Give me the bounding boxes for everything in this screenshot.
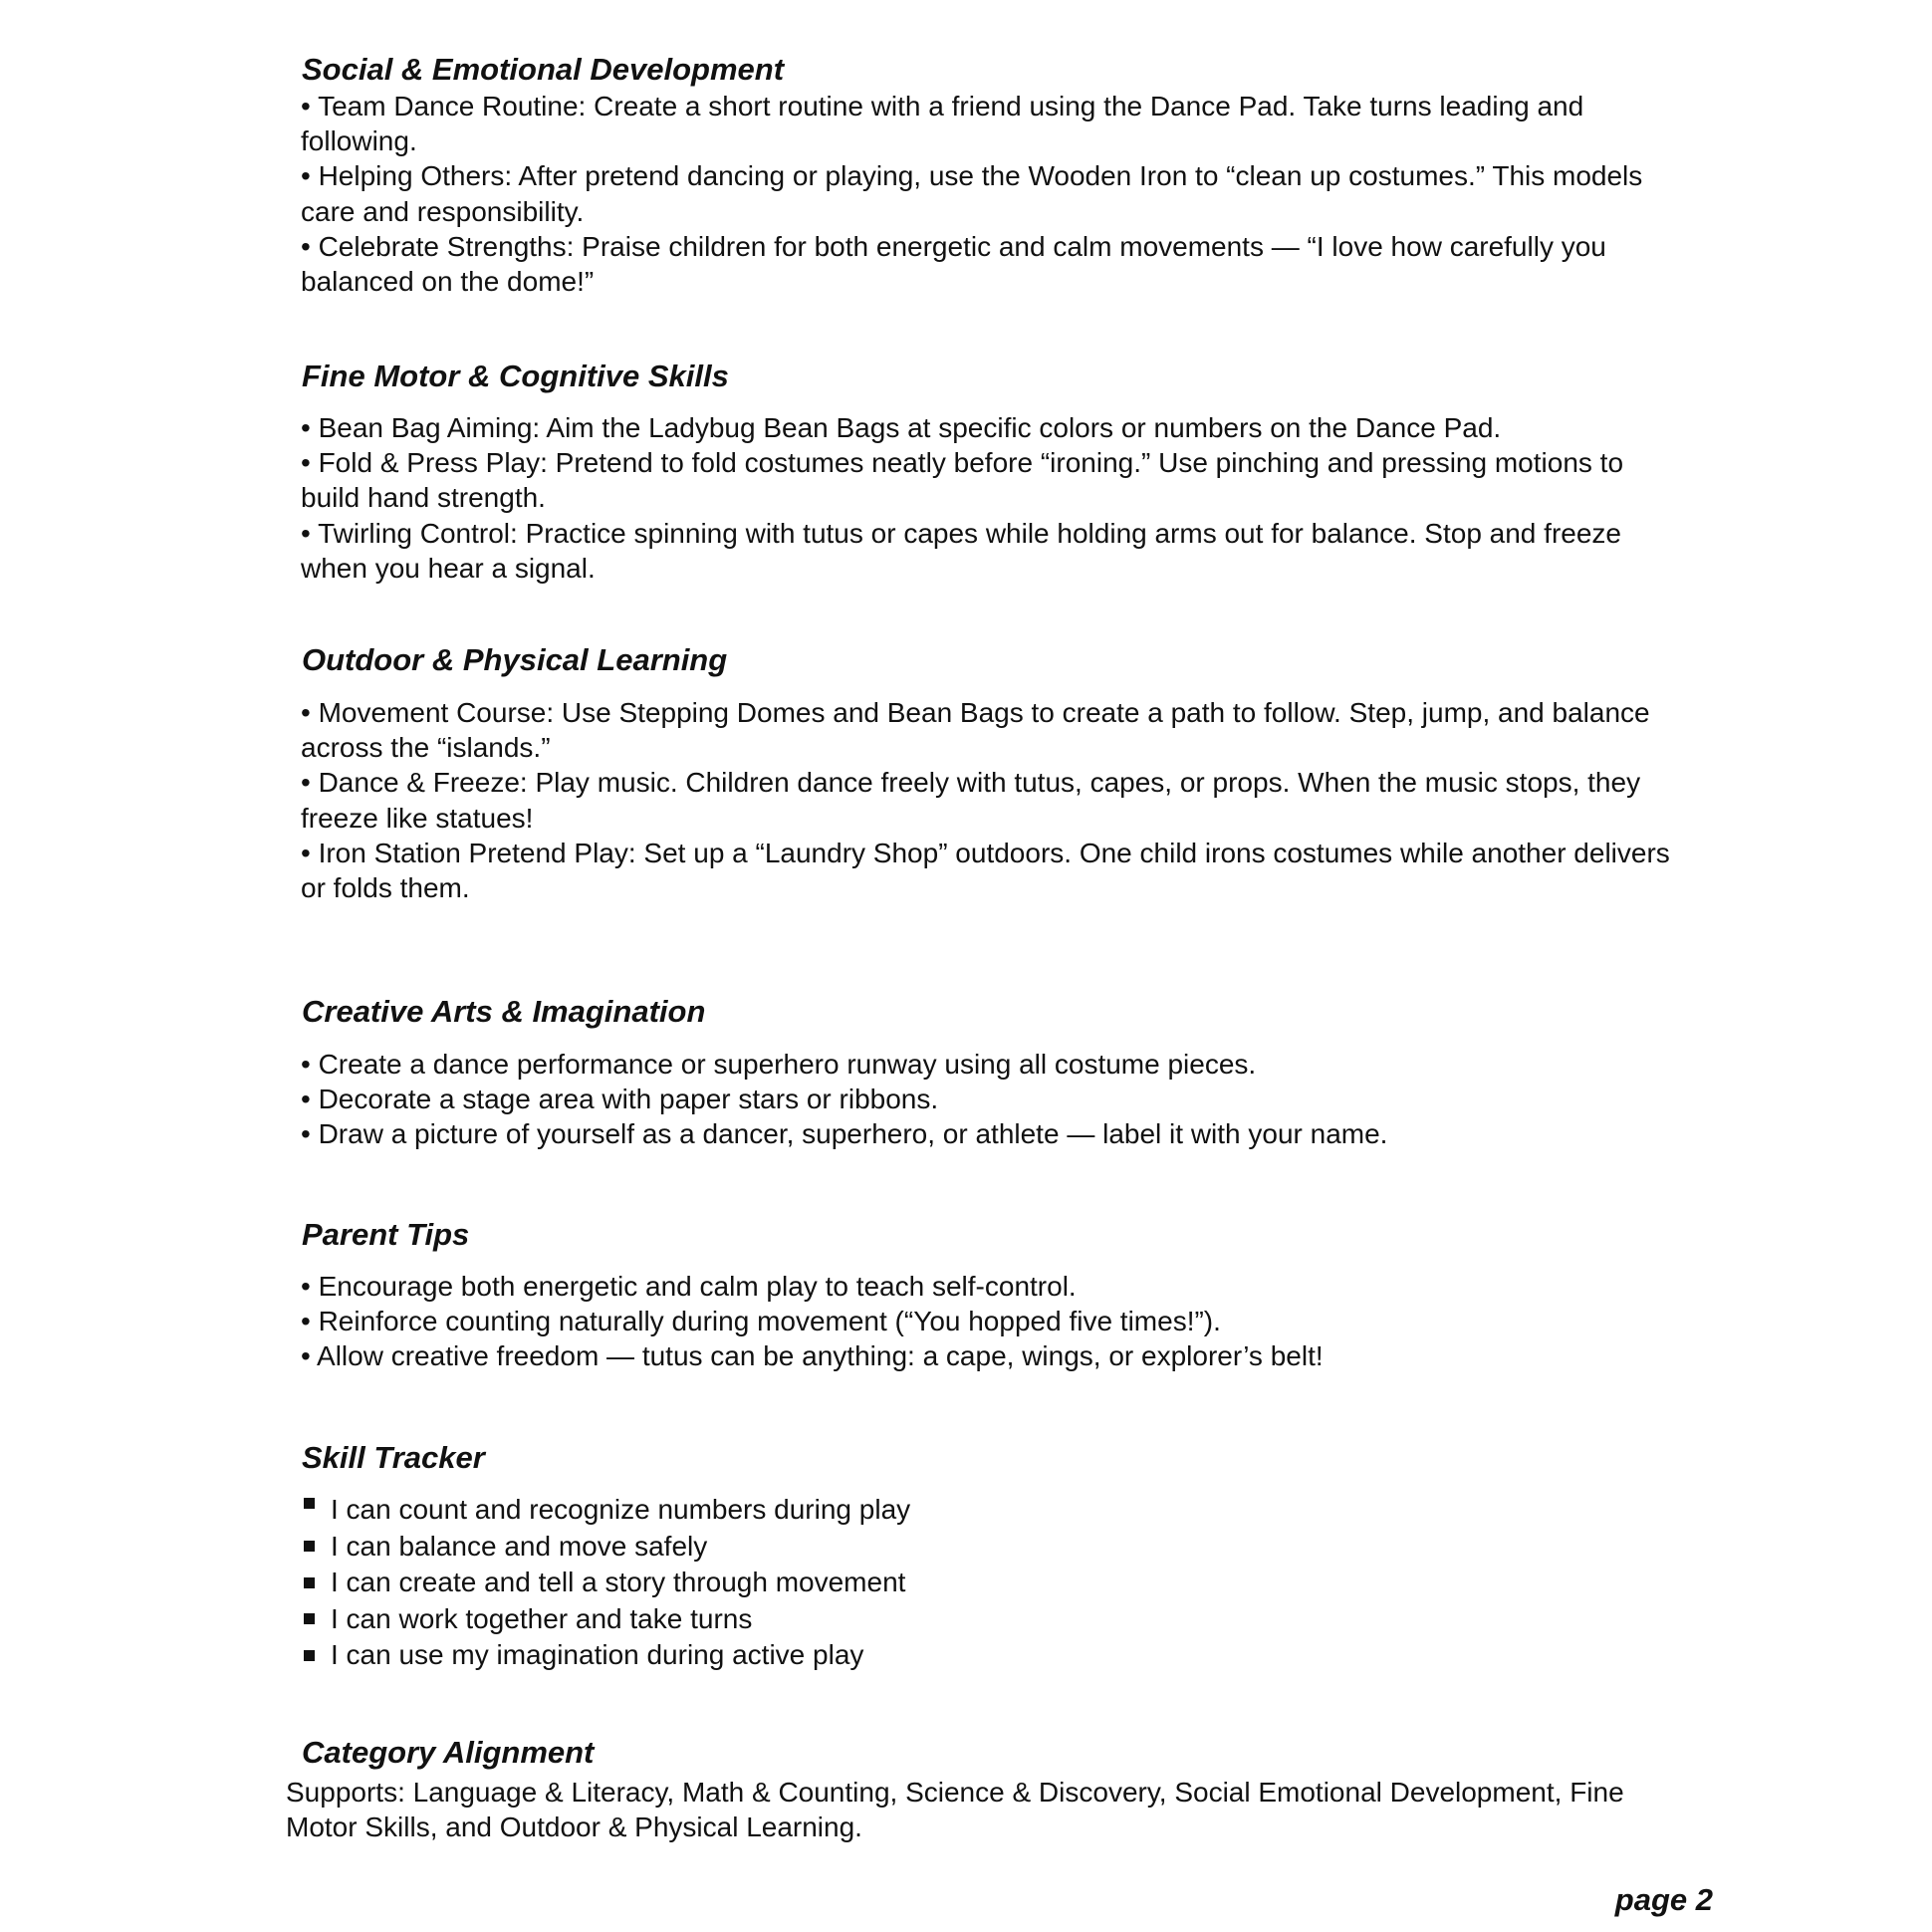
section-heading-skill-tracker: Skill Tracker bbox=[302, 1440, 485, 1475]
skill-tracker-list bbox=[301, 1492, 910, 1674]
list-item: • Create a dance performance or superhero runway using all costume pieces. bbox=[301, 1049, 1257, 1080]
checkbox-square-icon[interactable] bbox=[304, 1613, 315, 1624]
list-item: • Encourage both energetic and calm play to teach self-control. bbox=[301, 1271, 1077, 1302]
section-body-fine-motor bbox=[301, 410, 1675, 586]
list-item: • Fold & Press Play: Pretend to fold costumes neatly before “ironing.” Use pinching and pressing motions to build hand strength. bbox=[301, 447, 1624, 514]
list-item: • Allow creative freedom — tutus can be anything: a cape, wings, or explorer’s belt! bbox=[301, 1340, 1324, 1372]
list-item: • Helping Others: After pretend dancing or playing, use the Wooden Iron to “clean up costumes.” This models care and responsibility. bbox=[301, 160, 1643, 227]
section-heading-outdoor: Outdoor & Physical Learning bbox=[302, 642, 728, 677]
list-item: • Bean Bag Aiming: Aim the Ladybug Bean Bags at specific colors or numbers on the Dance Pad. bbox=[301, 412, 1502, 443]
section-body-social-emotional bbox=[301, 89, 1675, 299]
checkbox-square-icon[interactable] bbox=[304, 1650, 315, 1661]
section-heading-fine-motor: Fine Motor & Cognitive Skills bbox=[302, 359, 729, 393]
section-heading-category-alignment: Category Alignment bbox=[302, 1735, 595, 1770]
section-body-parent-tips bbox=[301, 1269, 1675, 1374]
list-item: • Dance & Freeze: Play music. Children dance freely with tutus, capes, or props. When the music stops, they freeze like statues! bbox=[301, 767, 1641, 834]
list-item: • Movement Course: Use Stepping Domes and Bean Bags to create a path to follow. Step, jump, and balance across the “islands.” bbox=[301, 697, 1650, 764]
list-item: • Decorate a stage area with paper stars or ribbons. bbox=[301, 1084, 939, 1115]
list-item: • Celebrate Strengths: Praise children for both energetic and calm movements — “I love how carefully you balanced on the dome!” bbox=[301, 230, 1606, 298]
list-item: • Reinforce counting naturally during movement (“You hopped five times!”). bbox=[301, 1306, 1221, 1337]
section-heading-parent-tips: Parent Tips bbox=[302, 1217, 470, 1252]
list-item: • Team Dance Routine: Create a short routine with a friend using the Dance Pad. Take turns leading and following. bbox=[301, 91, 1584, 157]
skill-item bbox=[301, 1492, 910, 1529]
section-heading-social-emotional: Social & Emotional Development bbox=[302, 52, 785, 87]
section-body-creative-arts bbox=[301, 1047, 1675, 1152]
skill-item-label: I can use my imagination during active play bbox=[331, 1639, 864, 1670]
skill-item bbox=[301, 1601, 910, 1638]
section-heading-creative-arts: Creative Arts & Imagination bbox=[302, 994, 706, 1029]
section-body-outdoor bbox=[301, 695, 1675, 905]
skill-item bbox=[301, 1529, 910, 1566]
skill-item bbox=[301, 1565, 910, 1601]
skill-item-label: I can balance and move safely bbox=[331, 1530, 708, 1562]
skill-item-label: I can work together and take turns bbox=[331, 1602, 753, 1634]
skill-item-label: I can create and tell a story through movement bbox=[331, 1567, 906, 1597]
category-alignment-text: Supports: Language & Literacy, Math & Counting, Science & Discovery, Social Emotional Development, Fine Motor Skills, and Outdoor & Physical Learning. bbox=[286, 1777, 1624, 1843]
checkbox-square-icon[interactable] bbox=[304, 1541, 315, 1552]
list-item: • Iron Station Pretend Play: Set up a “Laundry Shop” outdoors. One child irons costumes while another delivers or folds them. bbox=[301, 837, 1670, 904]
checkbox-square-icon[interactable] bbox=[304, 1498, 315, 1509]
skill-item-label: I can count and recognize numbers during play bbox=[331, 1494, 911, 1525]
list-item: • Twirling Control: Practice spinning with tutus or capes while holding arms out for balance. Stop and freeze when you hear a signal. bbox=[301, 517, 1621, 584]
page-number: page 2 bbox=[1614, 1882, 1713, 1917]
checkbox-square-icon[interactable] bbox=[304, 1577, 315, 1588]
list-item: • Draw a picture of yourself as a dancer, superhero, or athlete — label it with your name. bbox=[301, 1118, 1388, 1150]
skill-item bbox=[301, 1637, 910, 1674]
